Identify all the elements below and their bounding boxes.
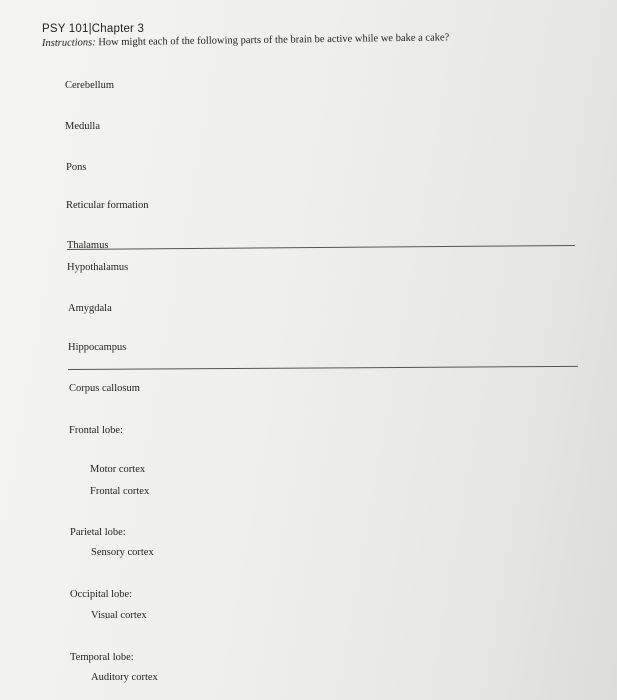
term-corpus-callosum: Corpus callosum: [69, 383, 140, 394]
term-cerebellum: Cerebellum: [65, 80, 114, 91]
term-parietal-lobe: Parietal lobe:: [70, 527, 126, 538]
term-motor-cortex: Motor cortex: [90, 464, 146, 475]
term-medulla: Medulla: [65, 121, 100, 132]
divider-line-2: [68, 366, 578, 370]
course-chapter-title: PSY 101|Chapter 3: [42, 23, 145, 35]
term-auditory-cortex: Auditory cortex: [91, 672, 158, 683]
term-amygdala: Amygdala: [68, 303, 112, 314]
term-visual-cortex: Visual cortex: [91, 610, 147, 621]
term-frontal-cortex: Frontal cortex: [90, 486, 150, 497]
term-hypothalamus: Hypothalamus: [67, 262, 129, 273]
divider-line-1: [67, 245, 575, 250]
instructions-text: How might each of the following parts of the brain be active while we bake a cake?: [95, 32, 450, 49]
term-reticular-formation: Reticular formation: [66, 200, 149, 211]
term-occipital-lobe: Occipital lobe:: [70, 589, 133, 600]
term-pons: Pons: [66, 162, 87, 173]
term-thalamus: Thalamus: [67, 240, 109, 251]
term-hippocampus: Hippocampus: [68, 342, 127, 353]
instructions-label: Instructions:: [41, 37, 96, 49]
term-sensory-cortex: Sensory cortex: [91, 547, 154, 558]
term-temporal-lobe: Temporal lobe:: [70, 652, 134, 663]
term-frontal-lobe: Frontal lobe:: [69, 425, 123, 436]
